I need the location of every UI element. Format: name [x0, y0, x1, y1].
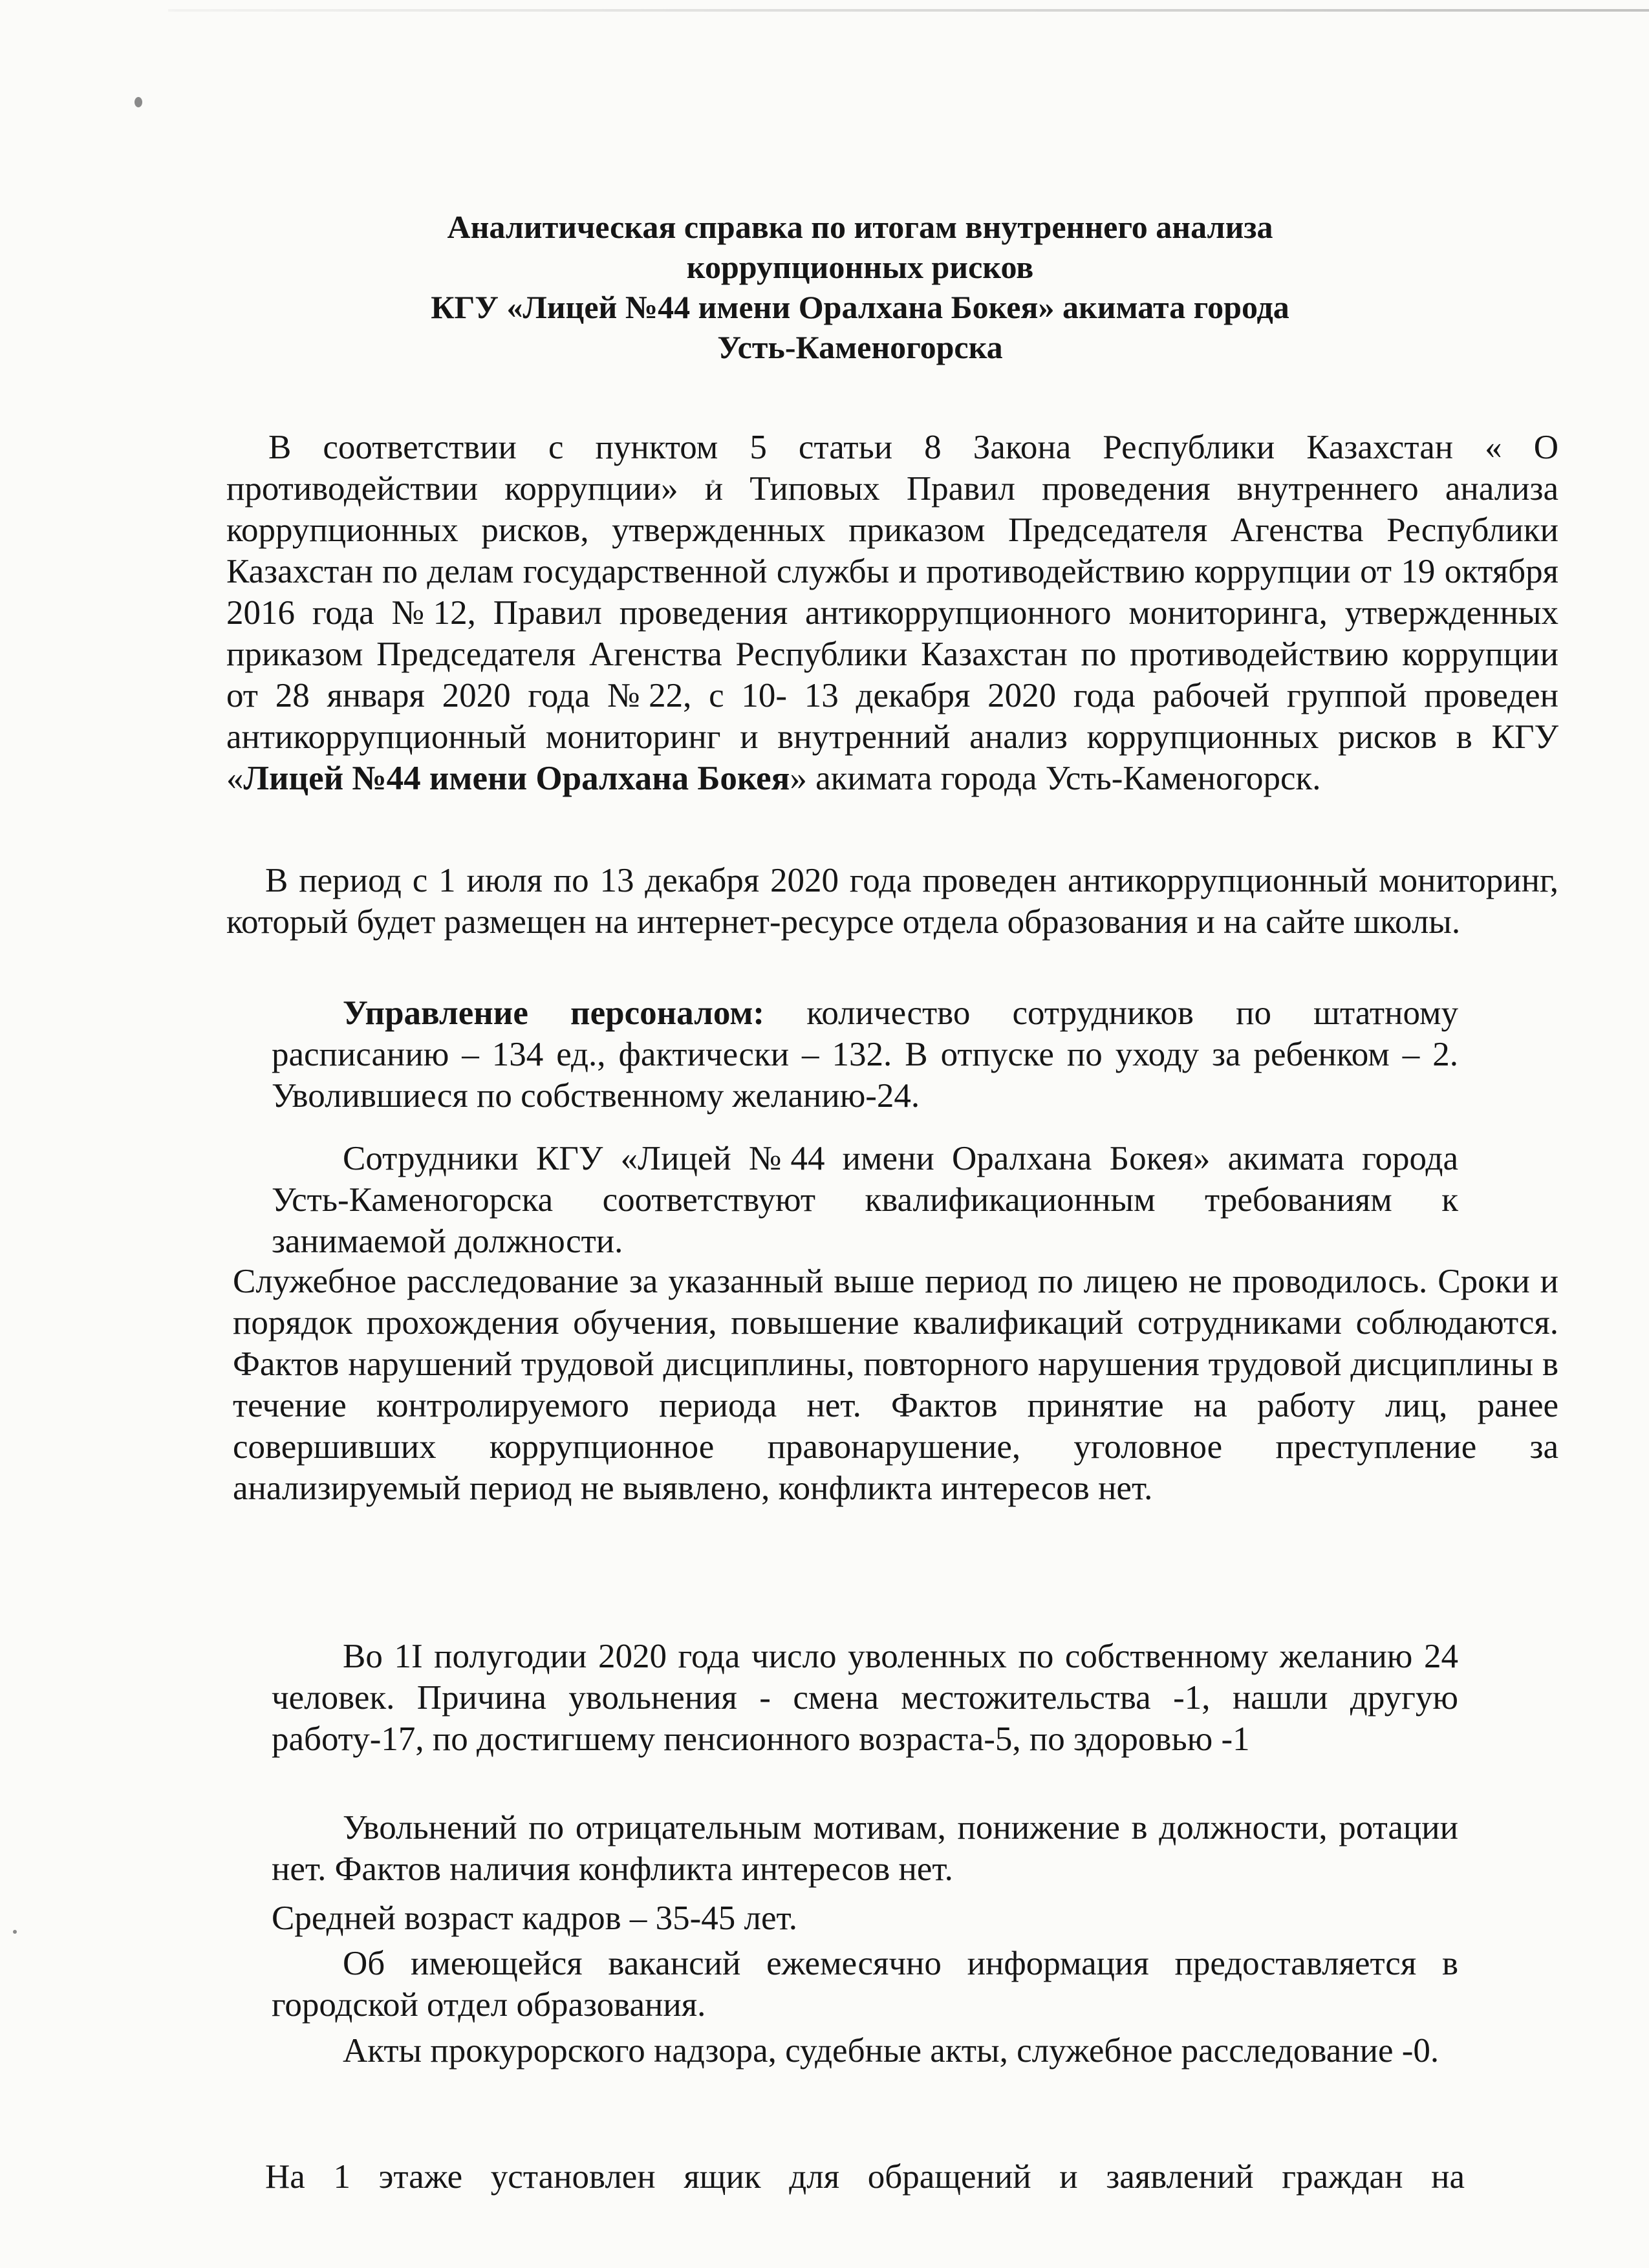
paragraph-qualification: Сотрудники КГУ «Лицей №44 имени Оралхана Бокея» акимата города Усть-Каменогорска соответствуют квалификационным требованиям к занимаемой должности.	[272, 1140, 1458, 1260]
paragraph-text: » акимата города Усть-Каменогорск.	[790, 760, 1321, 797]
title-line: коррупционных рисков	[686, 249, 1034, 285]
scan-edge	[168, 9, 1649, 12]
document-title	[246, 207, 1474, 367]
lyceum-name-bold: Лицей №44 имени Оралхана Бокея	[243, 760, 790, 797]
title-line: Аналитическая справка по итогам внутреннего анализа	[447, 209, 1273, 245]
paragraph-negative-motives: Увольнений по отрицательным мотивам, понижение в должности, ротации нет. Фактов наличия конфликта интересов нет.	[272, 1809, 1458, 1888]
paragraph-legal-basis	[226, 427, 1558, 799]
paragraph-vacancies: Об имеющейся вакансий ежемесячно информация предоставляется в городской отдел образования.	[272, 1945, 1458, 2024]
title-line: КГУ «Лицей №44 имени Оралхана Бокея» акимата города	[431, 289, 1289, 325]
paragraph-prosecutor-acts: Акты прокурорского надзора, судебные акты, служебное расследование -0.	[343, 2032, 1439, 2070]
paragraph-text: В соответствии с пунктом 5 статьи 8 Закона Республики Казахстан « О противодействии коррупции» и Типовых Правил проведения внутреннего анализа коррупционных рисков, утвержденных приказом Председателя Агенства Республики Казахстан по делам государственной службы и противодействию коррупции от 19 октября 2016 года №12, Правил проведения антикоррупционного мониторинга, утвержденных приказом Председателя Агенства Республики Казахстан по противодействию коррупции от 28 января 2020 года №22, с 10- 13 декабря 2020 года рабочей группой проведен антикоррупционный мониторинг и внутренний анализ коррупционных рисков в КГУ «	[226, 429, 1558, 797]
section-heading-bold: Управление персоналом:	[343, 994, 765, 1032]
paragraph-personnel-management	[272, 992, 1458, 1117]
scan-speck	[135, 97, 142, 107]
paragraph-average-age: Средней возраст кадров – 35-45 лет.	[272, 1899, 797, 1937]
title-line: Усть-Каменогорска	[717, 329, 1003, 365]
paragraph-complaint-box: На 1 этаже установлен ящик для обращений и заявлений граждан на	[265, 2158, 1465, 2196]
scan-speck	[13, 1930, 17, 1934]
paragraph-monitoring-period: В период с 1 июля по 13 декабря 2020 года проведен антикоррупционный мониторинг, который будет размещен на интернет-ресурсе отдела образования и на сайте школы.	[226, 862, 1558, 941]
paragraph-text: количество сотрудников по штатному расписанию – 134 ед., фактически – 132. В отпуске по уходу за ребенком – 2. Уволившиеся по собственному желанию-24.	[272, 994, 1458, 1115]
paragraph-dismissals: Во 1I полугодии 2020 года число уволенных по собственному желанию 24 человек. Причина увольнения - смена местожительства -1, нашли другую работу-17, по достигшему пенсионного возраста-5, по здоровью -1	[272, 1638, 1458, 1758]
paragraph-investigation: Служебное расследование за указанный выше период по лицею не проводилось. Сроки и порядок прохождения обучения, повышение квалификаций сотрудниками соблюдаются. Фактов нарушений трудовой дисциплины, повторного нарушения трудовой дисциплины в течение контролируемого периода нет. Фактов принятие на работу лиц, ранее совершивших коррупционное правонарушение, уголовное преступление за анализируемый период не выявлено, конфликта интересов нет.	[233, 1263, 1558, 1507]
